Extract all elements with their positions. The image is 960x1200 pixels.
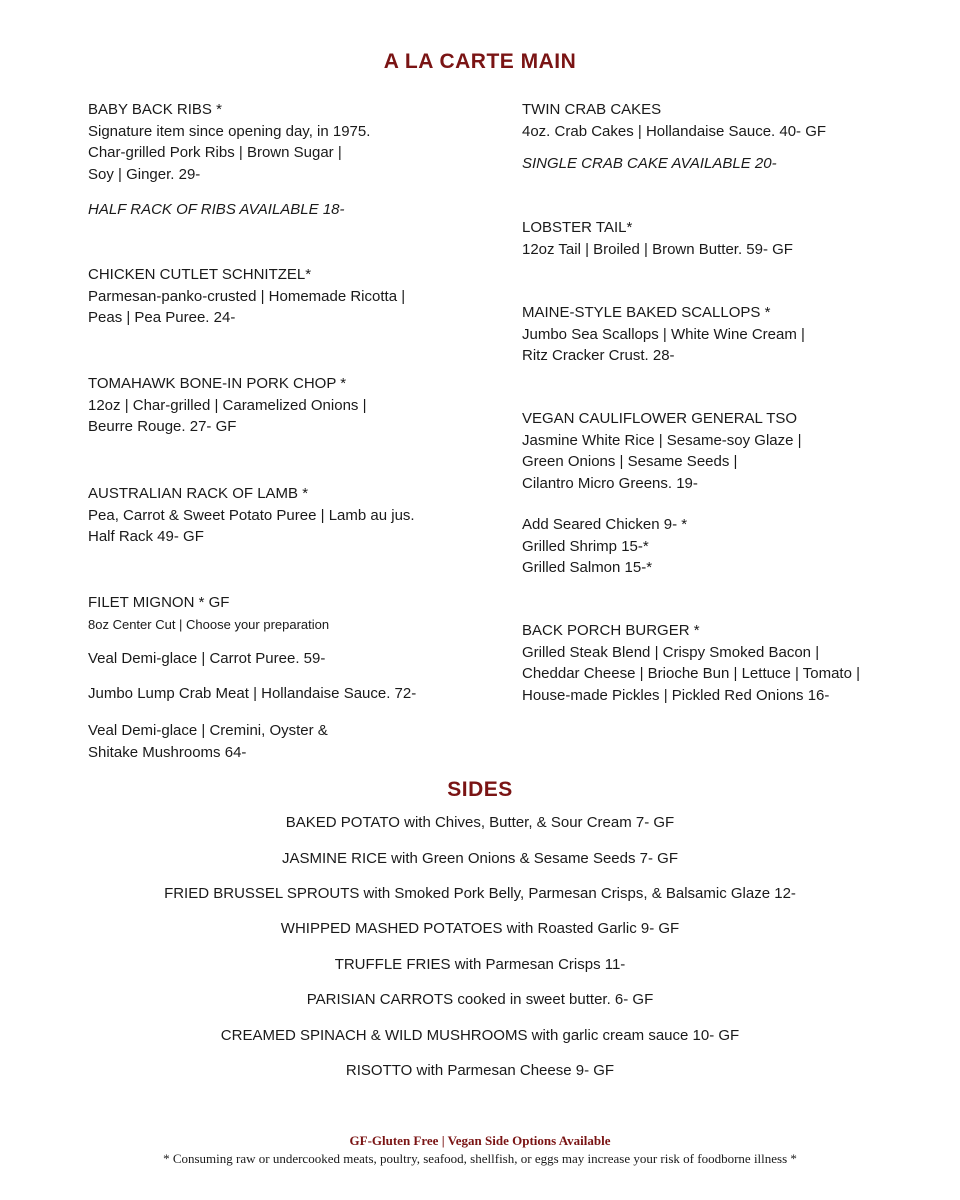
item-name: BABY BACK RIBS * (88, 101, 222, 118)
item-description: Grilled Steak Blend | Crispy Smoked Bacon | (522, 643, 820, 661)
side-item: CREAMED SPINACH & WILD MUSHROOMS with garlic cream sauce 10- GF (220, 1027, 740, 1044)
side-item: FRIED BRUSSEL SPROUTS with Smoked Pork Belly, Parmesan Crisps, & Balsamic Glaze 12- (164, 885, 796, 902)
item-description: Green Onions | Sesame Seeds | (522, 453, 738, 470)
side-item: RISOTTO with Parmesan Cheese 9- GF (345, 1062, 615, 1079)
item-name: TWIN CRAB CAKES (522, 101, 662, 118)
item-description: Jasmine White Rice | Sesame-soy Glaze | (522, 431, 802, 449)
item-price-line: Beurre Rouge. 27- GF (88, 418, 237, 435)
item-price-line: Ritz Cracker Crust. 28- (522, 347, 675, 364)
side-item: WHIPPED MASHED POTATOES with Roasted Garlic 9- GF (280, 920, 680, 937)
menu-note-single-crab-cake (522, 153, 942, 175)
side-item: TRUFFLE FRIES with Parmesan Crisps 11- (334, 956, 626, 973)
addon-text: Add Seared Chicken 9- * (522, 516, 688, 533)
note-text: SINGLE CRAB CAKE AVAILABLE 20- (522, 155, 777, 172)
side-item: BAKED POTATO with Chives, Butter, & Sour Cream 7- GF (285, 814, 675, 831)
item-price-line: House-made Pickles | Pickled Red Onions 16- (522, 686, 830, 704)
item-name: CHICKEN CUTLET SCHNITZEL* (88, 266, 312, 283)
addon-text: Grilled Salmon 15-* (522, 559, 653, 576)
menu-item-filet-mignon (88, 592, 488, 614)
menu-item-twin-crab-cakes (522, 99, 942, 142)
menu-item-baby-back-ribs (88, 99, 488, 185)
menu-item-lobster-tail (522, 217, 942, 260)
item-price-line: 12oz Tail | Broiled | Brown Butter. 59- GF (522, 240, 793, 258)
item-name: VEGAN CAULIFLOWER GENERAL TSO (522, 410, 798, 427)
menu-item-baked-scallops (522, 302, 942, 367)
menu-item-pork-chop (88, 373, 488, 438)
side-item: JASMINE RICE with Green Onions & Sesame Seeds 7- GF (282, 850, 678, 867)
consumer-warning: * Consuming raw or undercooked meats, poultry, seafood, shellfish, or eggs may increase your risk of foodborne illness * (163, 1151, 797, 1166)
option-text: Shitake Mushrooms 64- (88, 743, 247, 761)
item-name: BACK PORCH BURGER * (522, 622, 700, 639)
filet-option-demi-carrot (88, 648, 488, 670)
item-description: Jumbo Sea Scallops | White Wine Cream | (522, 325, 805, 343)
menu-item-vegan-general-tso (522, 408, 942, 494)
filet-option-crab (88, 683, 488, 705)
item-description: Pea, Carrot & Sweet Potato Puree | Lamb au jus. (88, 506, 415, 524)
item-description: Parmesan-panko-crusted | Homemade Ricotta | (88, 287, 406, 305)
item-description: 12oz | Char-grilled | Caramelized Onions | (88, 396, 367, 414)
addon-text: Grilled Shrimp 15-* (522, 537, 649, 555)
sides-title: SIDES (447, 778, 513, 801)
option-text: Veal Demi-glace | Carrot Puree. 59- (88, 650, 326, 667)
item-description: Signature item since opening day, in 1975. (88, 122, 371, 140)
menu-note-half-rack (88, 199, 488, 221)
item-name: LOBSTER TAIL* (522, 219, 633, 236)
dietary-legend: GF-Gluten Free | Vegan Side Options Available (349, 1133, 611, 1148)
main-menu-title: A LA CARTE MAIN (383, 50, 577, 73)
item-price-line: Half Rack 49- GF (88, 528, 204, 545)
option-text: Veal Demi-glace | Cremini, Oyster & (88, 722, 328, 739)
item-name: FILET MIGNON * GF (88, 594, 230, 611)
note-text: HALF RACK OF RIBS AVAILABLE 18- (88, 201, 345, 218)
item-name: MAINE-STYLE BAKED SCALLOPS * (522, 304, 771, 321)
item-description: Cheddar Cheese | Brioche Bun | Lettuce | Tomato | (522, 665, 861, 682)
item-price-line: Cilantro Micro Greens. 19- (522, 474, 698, 492)
option-text: Jumbo Lump Crab Meat | Hollandaise Sauce. 72- (88, 685, 417, 702)
item-price-line: Soy | Ginger. 29- (88, 165, 201, 183)
item-name: TOMAHAWK BONE-IN PORK CHOP * (88, 375, 347, 392)
menu-item-back-porch-burger (522, 620, 942, 706)
side-item: PARISIAN CARROTS cooked in sweet butter. 6- GF (306, 991, 654, 1008)
menu-item-chicken-schnitzel (88, 264, 488, 329)
item-price-line: 4oz. Crab Cakes | Hollandaise Sauce. 40- GF (522, 122, 827, 140)
item-price-line: Peas | Pea Puree. 24- (88, 309, 236, 326)
item-description: 8oz Center Cut | Choose your preparation (88, 617, 330, 632)
filet-option-mushrooms (88, 720, 488, 763)
menu-item-rack-of-lamb (88, 483, 488, 548)
item-description: Char-grilled Pork Ribs | Brown Sugar | (88, 144, 342, 161)
menu-addons (522, 514, 942, 579)
filet-subtitle (88, 614, 488, 636)
item-name: AUSTRALIAN RACK OF LAMB * (88, 485, 309, 502)
